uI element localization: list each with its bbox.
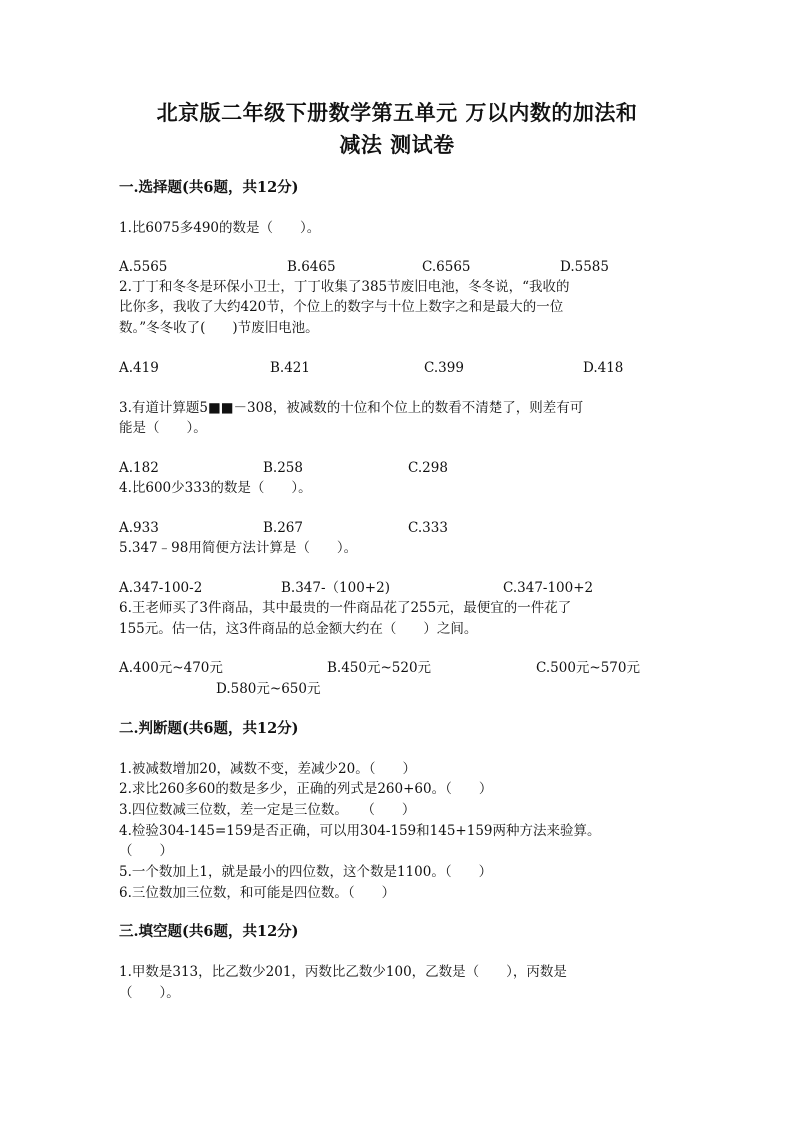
question-6-stem-line-1: 6.王老师买了3件商品，其中最贵的一件商品花了255元，最便宜的一件花了 (119, 600, 572, 616)
question-6-option-d: D.580元~650元 (216, 681, 321, 697)
section-heading-judge: 二.判断题(共6题，共12分) (119, 720, 299, 737)
section-heading-choice: 一.选择题(共6题，共12分) (119, 179, 299, 196)
question-6-option-c: C.500元~570元 (536, 660, 640, 676)
judge-item-3: 3.四位数减三位数，差一定是三位数。 （ ） (119, 802, 416, 818)
question-2-option-c: C.399 (424, 360, 464, 376)
question-6-option-a: A.400元~470元 (119, 660, 223, 676)
judge-item-4-bracket: （ ） (119, 843, 173, 859)
question-2-option-b: B.421 (270, 360, 310, 376)
question-1-option-c: C.6565 (422, 259, 471, 275)
question-1-stem: 1.比6075多490的数是（ ）。 (119, 220, 321, 236)
question-4-option-b: B.267 (263, 520, 303, 536)
question-4-option-a: A.933 (119, 520, 159, 536)
judge-item-5: 5.一个数加上1，就是最小的四位数，这个数是1100。（ ） (119, 864, 493, 880)
question-5-option-b: B.347-（100+2) (281, 580, 390, 596)
question-4-option-c: C.333 (408, 520, 448, 536)
question-1-option-b: B.6465 (287, 259, 336, 275)
question-3-stem-line-1: 3.有道计算题5■■－308，被减数的十位和个位上的数看不清楚了，则差有可 (119, 400, 584, 416)
question-3-option-b: B.258 (263, 460, 303, 476)
question-5-option-a: A.347-100-2 (119, 580, 203, 596)
question-6-option-b: B.450元~520元 (327, 660, 432, 676)
question-2-stem-line-3: 数。”冬冬收了( )节废旧电池。 (119, 320, 319, 336)
page-title-line-2: 减法 测试卷 (339, 132, 455, 157)
judge-item-1: 1.被减数增加20，减数不变，差减少20。（ ） (119, 761, 416, 777)
fill-question-1-line-1: 1.甲数是313，比乙数少201，丙数比乙数少100，乙数是（ ），丙数是 (119, 964, 567, 980)
question-5-stem: 5.347﹣98用简便方法计算是（ ）。 (119, 540, 358, 556)
question-2-option-a: A.419 (119, 360, 159, 376)
judge-item-4: 4.检验304-145=159是否正确，可以用304-159和145+159两种方法来验算。 (119, 823, 601, 839)
question-4-stem: 4.比600少333的数是（ ）。 (119, 480, 312, 496)
fill-question-1-line-2: （ ）。 (119, 985, 180, 1001)
question-2-stem-line-2: 比你多，我收了大约420节，个位上的数字与十位上数字之和是最大的一位 (119, 299, 564, 315)
page-title-line-1: 北京版二年级下册数学第五单元 万以内数的加法和 (156, 100, 638, 125)
question-3-option-c: C.298 (408, 460, 448, 476)
question-3-option-a: A.182 (119, 460, 159, 476)
judge-item-2: 2.求比260多60的数是多少，正确的列式是260+60。（ ） (119, 781, 493, 797)
section-heading-fill: 三.填空题(共6题，共12分) (119, 923, 299, 940)
question-1-option-d: D.5585 (560, 259, 609, 275)
question-5-option-c: C.347-100+2 (503, 580, 594, 596)
question-3-stem-line-2: 能是（ ）。 (119, 420, 207, 436)
question-1-option-a: A.5565 (119, 259, 168, 275)
question-2-stem-line-1: 2.丁丁和冬冬是环保小卫士，丁丁收集了385节废旧电池，冬冬说，“我收的 (119, 279, 570, 295)
question-2-option-d: D.418 (583, 360, 624, 376)
judge-item-6: 6.三位数加三位数，和可能是四位数。（ ） (119, 885, 396, 901)
question-6-stem-line-2: 155元。估一估，这3件商品的总金额大约在（ ）之间。 (119, 621, 478, 637)
